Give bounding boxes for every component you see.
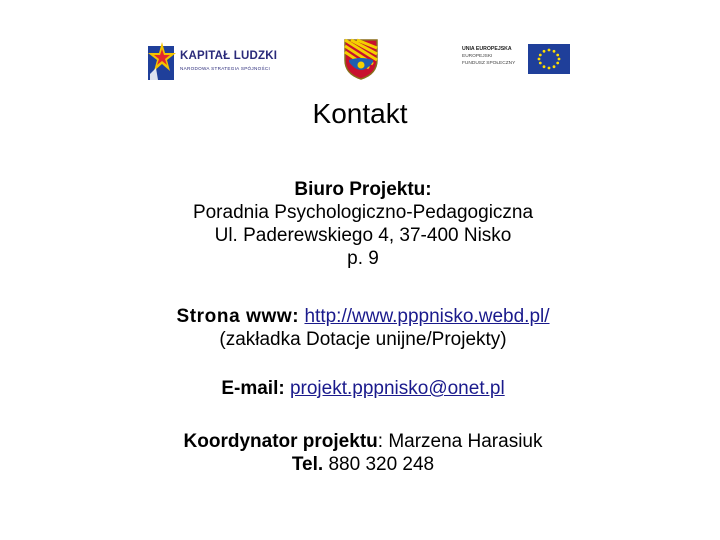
eu-line-1: UNIA EUROPEJSKA [462,46,512,52]
crest-logo [343,38,379,80]
website-block [0,305,720,351]
eu-flag-icon [528,44,570,74]
phone-number: 880 320 248 [328,454,435,475]
office-room: p. 9 [347,248,379,269]
email-block [0,377,720,400]
kapital-ludzki-subtitle: NARODOWA STRATEGIA SPÓJNOŚCI [180,66,271,71]
page-title: Kontakt [312,98,408,129]
coordinator-name: Marzena Harasiuk [388,431,543,452]
kapital-ludzki-star-logo [146,40,178,84]
office-address: Ul. Paderewskiego 4, 37-400 Nisko [214,225,512,246]
coordinator-separator: : [377,431,384,452]
eu-line-3: FUNDUSZ SPOŁECZNY [462,61,516,66]
website-note: (zakładka Dotacje unijne/Projekty) [219,329,507,350]
coordinator-label: Koordynator projektu [183,431,378,452]
office-block [0,178,720,270]
office-name: Poradnia Psychologiczno-Pedagogiczna [192,202,534,223]
coordinator-block [0,430,720,476]
eu-logo [462,44,572,76]
office-heading: Biuro Projektu: [294,179,432,200]
phone-label: Tel. [291,454,324,475]
eu-text [462,46,526,66]
email-link[interactable]: projekt.pppnisko@onet.pl [289,378,505,399]
website-label: Strona www: [176,306,300,327]
eu-line-2: EUROPEJSKI [462,54,493,59]
website-link[interactable]: http://www.pppnisko.webd.pl/ [304,306,550,327]
kapital-ludzki-name: KAPITAŁ LUDZKI [180,50,278,62]
kapital-ludzki-logo [146,40,286,84]
email-label: E-mail: [221,378,285,399]
nisko-coat-of-arms [343,38,379,80]
